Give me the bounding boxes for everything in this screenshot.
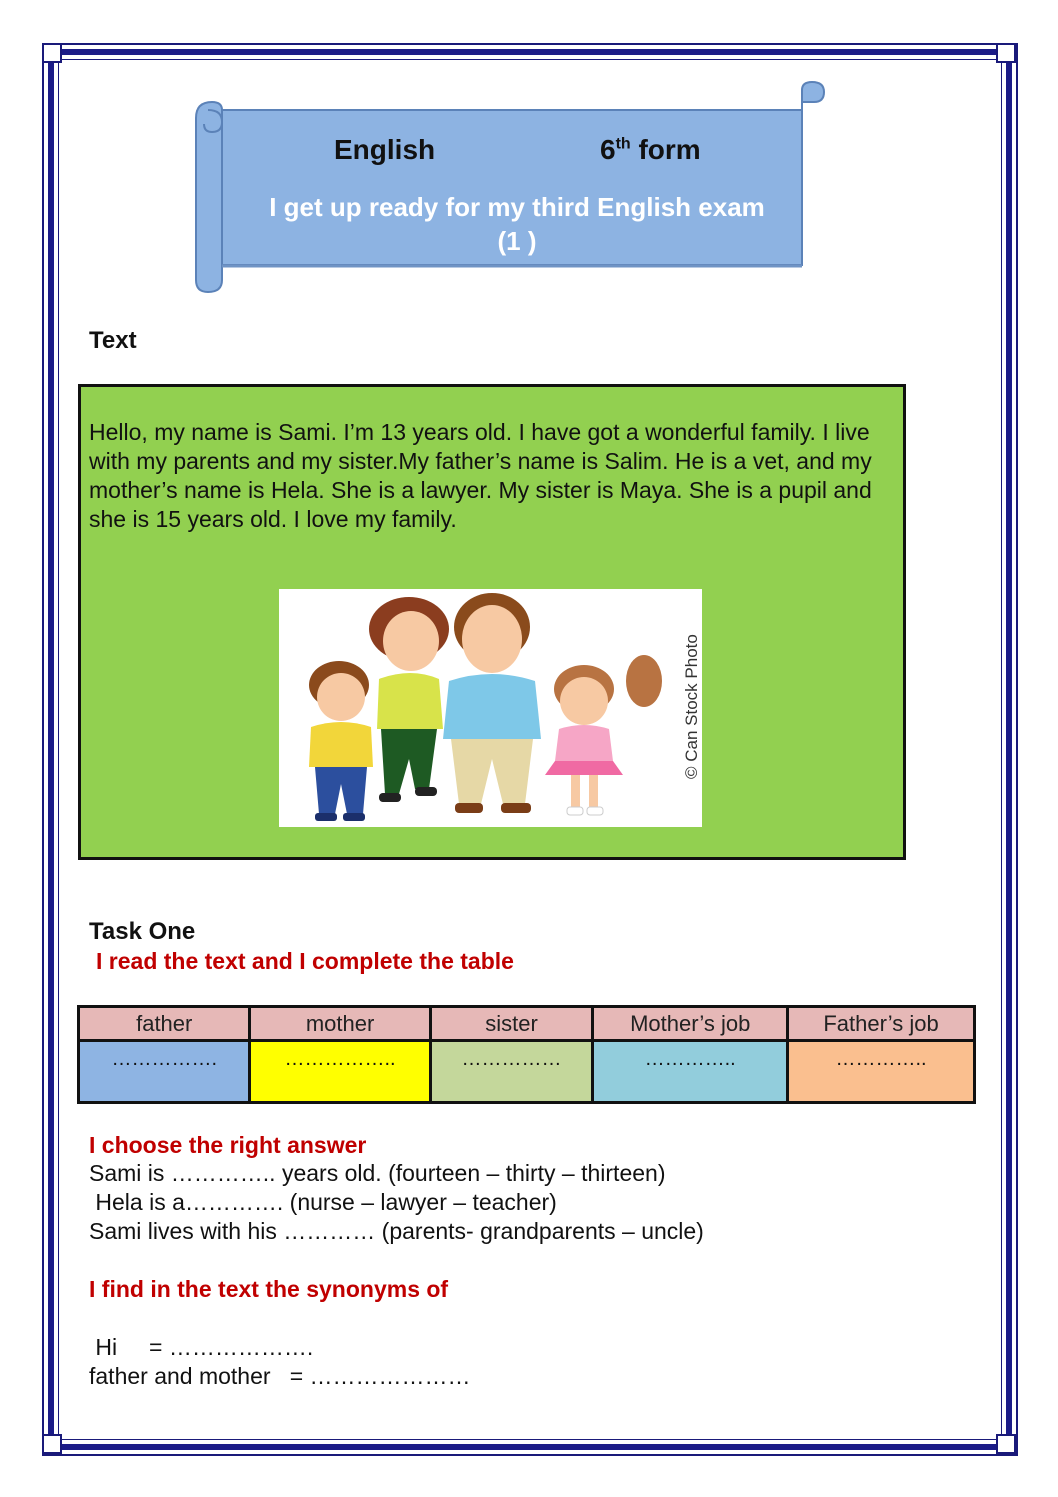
exam-title-line1: I get up ready for my third English exam	[269, 192, 765, 222]
mother-figure	[369, 597, 449, 802]
text-section-label: Text	[89, 327, 137, 354]
form-word: form	[638, 134, 701, 165]
choose-instruction: I choose the right answer	[89, 1132, 367, 1158]
corner-ornament	[42, 1434, 62, 1454]
table-answer-cell[interactable]: ……………..	[250, 1041, 430, 1103]
table-answer-cell[interactable]: ……………	[430, 1041, 593, 1103]
girl-figure	[545, 655, 662, 815]
table-header-cell: father	[79, 1007, 250, 1041]
photo-watermark: © Can Stock Photo	[682, 634, 701, 779]
table-answer-cell[interactable]: …………..	[593, 1041, 788, 1103]
choose-question: Sami lives with his ………… (parents- grandparents – uncle)	[89, 1218, 704, 1244]
table-answer-row	[79, 1041, 975, 1103]
table-answer-cell[interactable]: …………….	[79, 1041, 250, 1103]
family-table	[77, 1005, 976, 1104]
synonym-question: Hi = ……………….	[89, 1334, 314, 1360]
table-answer-cell[interactable]: …………..	[788, 1041, 975, 1103]
form-label	[600, 134, 701, 166]
father-figure	[443, 593, 541, 813]
reading-paragraph: Hello, my name is Sami. I’m 13 years old. I have got a wonderful family. I live with my parents and my sister.My father’s name is Salim. He is a vet, and my mother’s name is Hela. She is a lawyer. My sister is Maya. She is a pupil and she is 15 years old. I love my family.	[89, 419, 872, 532]
subject-label: English	[334, 134, 436, 165]
table-header-row	[79, 1007, 975, 1041]
table-header-cell: mother	[250, 1007, 430, 1041]
family-illustration	[279, 589, 702, 827]
task-one-instruction: I read the text and I complete the table	[96, 948, 514, 974]
choose-question: Sami is ………….. years old. (fourteen – thirty – thirteen)	[89, 1160, 666, 1186]
exam-title-line2: (1 )	[497, 226, 537, 256]
form-number: 6	[600, 134, 616, 165]
corner-ornament	[42, 43, 62, 63]
synonyms-instruction: I find in the text the synonyms of	[89, 1276, 449, 1302]
synonym-question: father and mother = …………………	[89, 1363, 471, 1389]
task-one-label: Task One	[89, 918, 196, 945]
corner-ornament	[996, 43, 1016, 63]
boy-figure	[309, 661, 373, 821]
family-picture	[279, 589, 702, 827]
table-header-cell: Mother’s job	[593, 1007, 788, 1041]
form-suffix: th	[615, 135, 631, 153]
exam-title	[222, 190, 812, 258]
table-header-cell: Father’s job	[788, 1007, 975, 1041]
corner-ornament	[996, 1434, 1016, 1454]
choose-question: Hela is a…………. (nurse – lawyer – teacher)	[89, 1189, 557, 1215]
table-header-cell: sister	[430, 1007, 593, 1041]
